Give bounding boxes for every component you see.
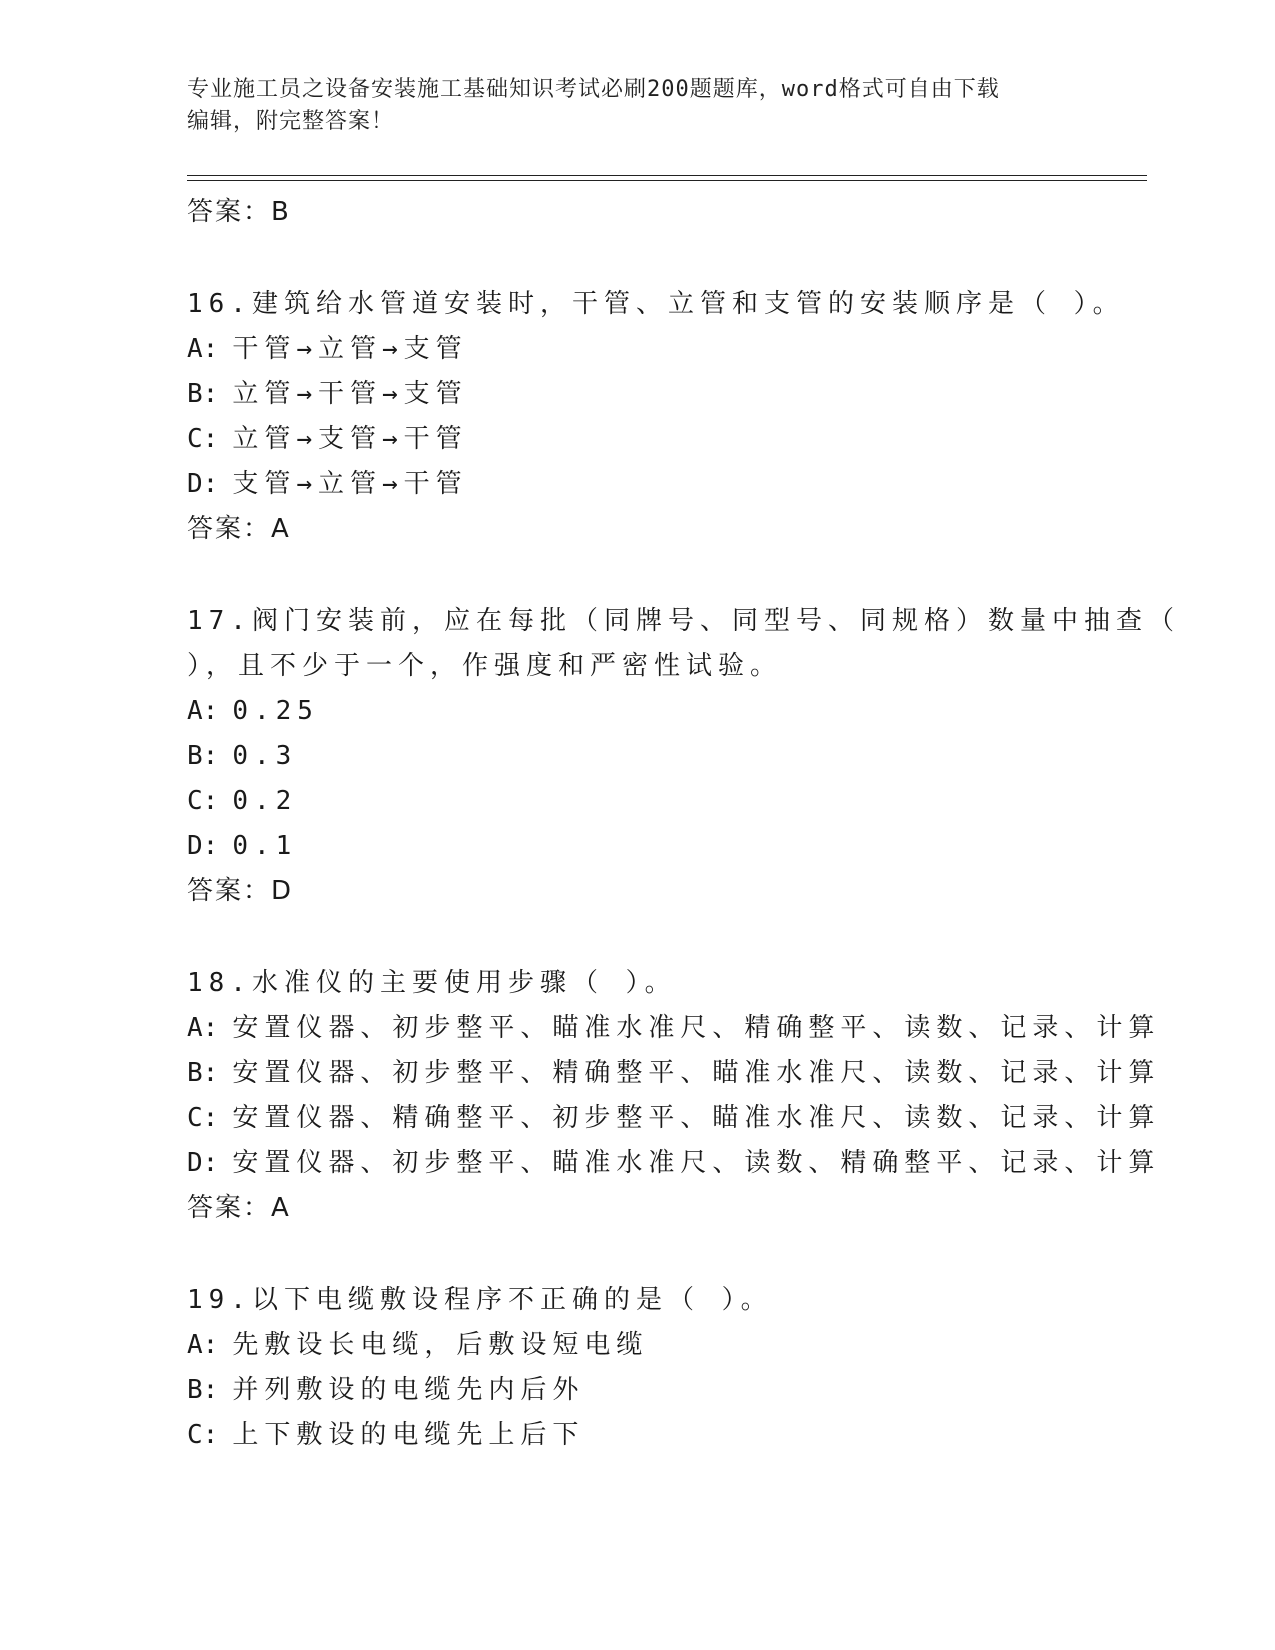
question-18 [187,961,1161,1231]
option-text: 安置仪器、初步整平、瞄准水准尺、读数、精确整平、记录、计算 [232,1148,1161,1178]
option-label: C: [187,1103,219,1133]
option-d [187,1141,1161,1186]
option-text: 干管→立管→支管 [232,334,468,364]
spacer [187,552,1087,599]
option-text: 上下敷设的电缆先上后下 [232,1420,585,1450]
question-stem: 19.以下电缆敷设程序不正确的是（ ）。 [187,1285,773,1315]
question-17 [187,599,1180,914]
option-c [187,1413,1087,1458]
document-body [187,190,1180,1458]
answer-line: 答案：D [187,876,294,906]
header-title-line1: 专业施工员之设备安装施工基础知识考试必刷200题题库，word格式可自由下载 [187,77,1000,102]
option-text: 0.25 [232,696,319,726]
question-stem: 16.建筑给水管道安装时，干管、立管和支管的安装顺序是（ ）。 [187,289,1125,319]
option-label: B: [187,379,219,409]
option-b [187,372,1087,417]
question-19 [187,1278,1087,1458]
option-text: 立管→支管→干管 [232,424,468,454]
question-16 [187,282,1125,552]
option-text: 0.3 [232,741,298,771]
option-text: 安置仪器、精确整平、初步整平、瞄准水准尺、读数、记录、计算 [232,1103,1161,1133]
header-title-line2: 编辑，附完整答案！ [187,109,395,134]
answer-line: 答案：A [187,1193,291,1223]
option-text: 并列敷设的电缆先内后外 [232,1375,585,1405]
option-text: 立管→干管→支管 [232,379,468,409]
option-d [187,462,1087,507]
option-label: D: [187,831,219,861]
option-a [187,1006,1161,1051]
option-c [187,779,1087,824]
option-b [187,734,1087,779]
option-a [187,327,1087,372]
option-label: B: [187,1058,219,1088]
option-d [187,824,1087,869]
option-text: 支管→立管→干管 [232,469,468,499]
spacer [187,235,1087,282]
option-label: D: [187,469,219,499]
option-label: A: [187,1013,219,1043]
option-b [187,1051,1161,1096]
option-c [187,1096,1161,1141]
option-label: A: [187,696,219,726]
option-label: B: [187,741,219,771]
header-rule-top [187,175,1147,176]
option-text: 先敷设长电缆，后敷设短电缆 [232,1330,649,1360]
spacer [187,1231,1087,1278]
spacer [187,914,1087,961]
option-text: 0.1 [232,831,298,861]
option-text: 安置仪器、初步整平、瞄准水准尺、精确整平、读数、记录、计算 [232,1013,1161,1043]
answer-line: 答案：A [187,514,291,544]
option-a [187,689,1087,734]
option-label: A: [187,1330,219,1360]
option-label: D: [187,1148,219,1178]
option-text: 0.2 [232,786,298,816]
page-header [187,74,1067,138]
option-label: C: [187,424,219,454]
question-stem-line2: ），且不少于一个，作强度和严密性试验。 [187,651,783,681]
header-rule-bottom [187,180,1147,181]
option-b [187,1368,1087,1413]
option-label: C: [187,786,219,816]
option-label: B: [187,1375,219,1405]
option-label: C: [187,1420,219,1450]
option-a [187,1323,1087,1368]
option-text: 安置仪器、初步整平、精确整平、瞄准水准尺、读数、记录、计算 [232,1058,1161,1088]
option-label: A: [187,334,219,364]
question-stem-line1: 17.阀门安装前，应在每批（同牌号、同型号、同规格）数量中抽查（ [187,606,1180,636]
answer-line: 答案：B [187,197,291,227]
option-c [187,417,1087,462]
question-stem: 18.水准仪的主要使用步骤（ ）。 [187,968,677,998]
